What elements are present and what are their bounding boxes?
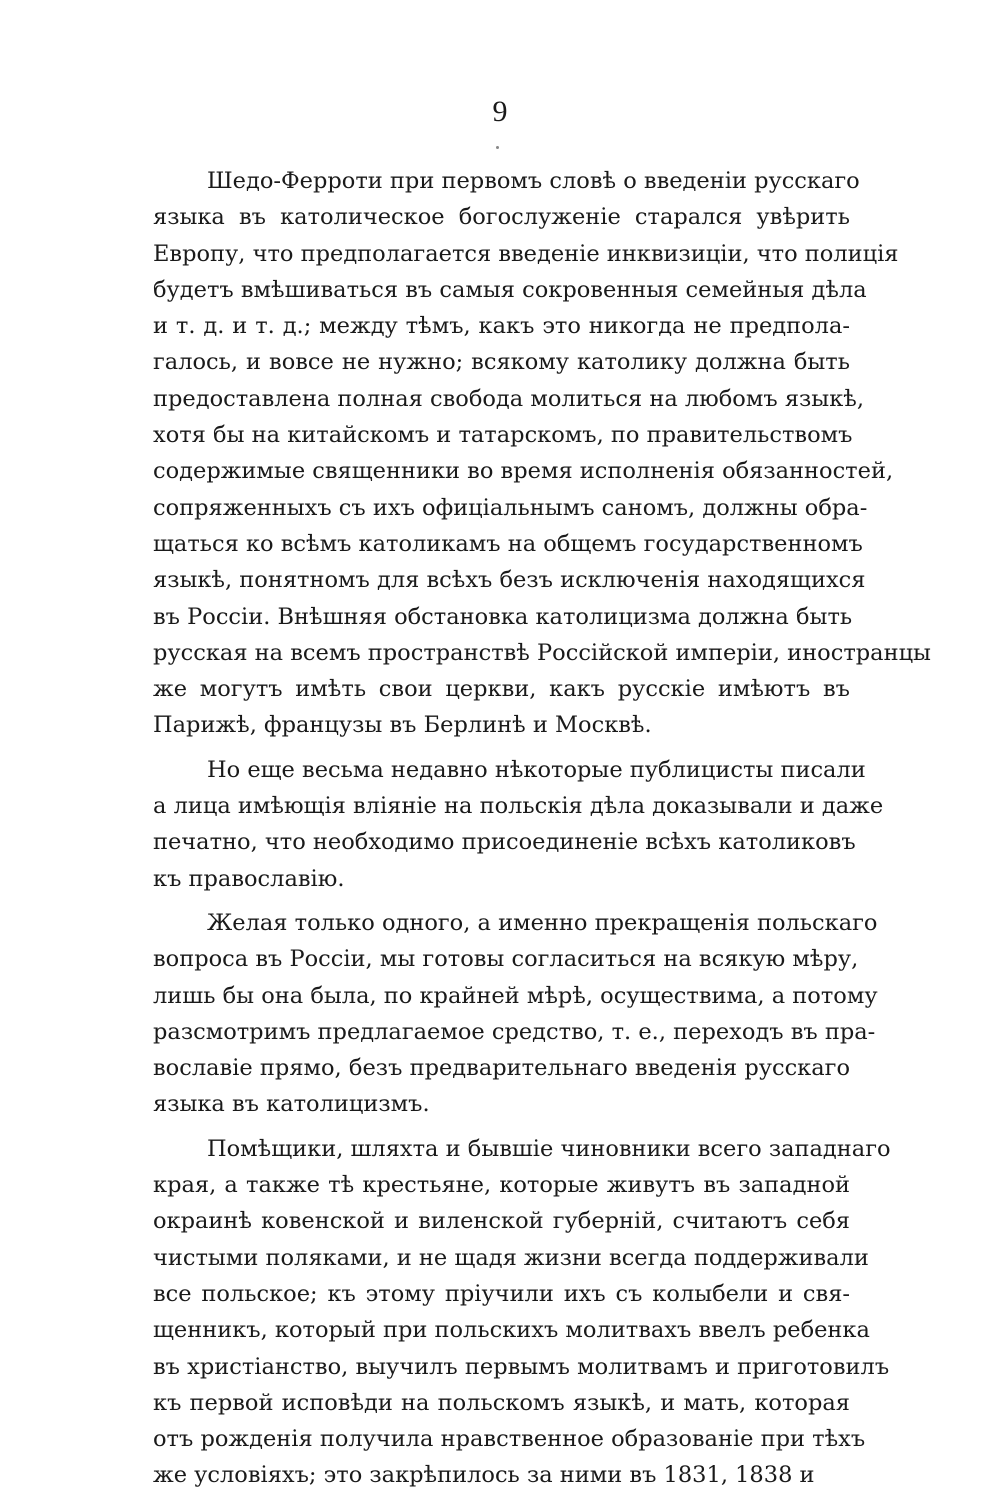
- page-number: 9: [492, 95, 508, 128]
- text-line: предоставлена полная свобода молиться на любомъ языкѣ,: [153, 385, 864, 412]
- paragraph: [153, 905, 878, 1123]
- text-line: къ православію.: [153, 865, 345, 892]
- text-line: языка въ католическое богослуженіе старался увѣрить: [153, 204, 850, 231]
- text-line: лишь бы она была, по крайней мѣрѣ, осуществима, а потому: [153, 982, 878, 1009]
- body-text: [153, 163, 931, 1494]
- text-line: Европу, что предполагается введеніе инквизиціи, что полиція: [153, 240, 899, 267]
- text-line: въ Россіи. Внѣшняя обстановка католицизма должна быть: [153, 603, 853, 630]
- text-line: языкѣ, понятномъ для всѣхъ безъ исключенія находящихся: [153, 567, 866, 594]
- text-line: Парижѣ, французы въ Берлинѣ и Москвѣ.: [153, 712, 652, 739]
- text-line: вославіе прямо, безъ предварительнаго введенія русскаго: [153, 1055, 850, 1082]
- paragraph: [153, 1131, 891, 1494]
- paragraph: [153, 163, 931, 744]
- text-line: русская на всемъ пространствѣ Россійской имперіи, иностранцы: [153, 639, 931, 666]
- text-line: края, а также тѣ крестьяне, которые живутъ въ западной: [153, 1172, 850, 1199]
- paragraph-gap: [153, 1123, 850, 1131]
- text-line: Помѣщики, шляхта и бывшіе чиновники всего западнаго: [207, 1135, 891, 1162]
- text-line: все польское; къ этому пріучили ихъ съ колыбели и свя-: [153, 1280, 850, 1307]
- text-line: а лица имѣющія вліяніе на польскія дѣла доказывали и даже: [153, 793, 884, 820]
- text-line: разсмотримъ предлагаемое средство, т. е., переходъ въ пра-: [153, 1018, 876, 1045]
- text-line: языка въ католицизмъ.: [153, 1091, 430, 1118]
- text-line: печатно, что необходимо присоединеніе всѣхъ католиковъ: [153, 829, 856, 856]
- text-line: содержимые священники во время исполненія обязанностей,: [153, 458, 894, 485]
- text-line: галось, и вовсе не нужно; всякому католику должна быть: [153, 349, 850, 376]
- paragraph-gap: [153, 744, 850, 752]
- text-line: окраинѣ ковенской и виленской губерній, считаютъ себя: [153, 1208, 850, 1235]
- paragraph: [153, 752, 884, 897]
- paragraph-gap: [153, 897, 850, 905]
- text-line: вопроса въ Россіи, мы готовы согласиться на всякую мѣру,: [153, 946, 859, 973]
- text-line: къ первой исповѣди на польскомъ языкѣ, и мать, которая: [153, 1389, 850, 1416]
- text-line: отъ рожденія получила нравственное образованіе при тѣхъ: [153, 1426, 866, 1453]
- text-line: сопряженныхъ съ ихъ офиціальнымъ саномъ, должны обра-: [153, 494, 868, 521]
- text-line: и т. д. и т. д.; между тѣмъ, какъ это никогда не предпола-: [153, 313, 850, 340]
- text-line: въ христіанство, выучилъ первымъ молитвамъ и приготовилъ: [153, 1353, 890, 1380]
- scan-speck: [496, 146, 499, 149]
- text-line: же могутъ имѣть свои церкви, какъ русскіе имѣютъ въ: [153, 676, 850, 703]
- text-line: щаться ко всѣмъ католикамъ на общемъ государственномъ: [153, 530, 863, 557]
- text-line: будетъ вмѣшиваться въ самыя сокровенныя семейныя дѣла: [153, 276, 867, 303]
- text-line: чистыми поляками, и не щадя жизни всегда поддерживали: [153, 1244, 869, 1271]
- text-line: же условіяхъ; это закрѣпилось за ними въ 1831, 1838 и: [153, 1462, 815, 1489]
- text-line: щенникъ, который при польскихъ молитвахъ ввелъ ребенка: [153, 1317, 870, 1344]
- text-line: Но еще весьма недавно нѣкоторые публицисты писали: [207, 756, 866, 783]
- text-line: хотя бы на китайскомъ и татарскомъ, по правительствомъ: [153, 422, 853, 449]
- text-line: Шедо-Ферроти при первомъ словѣ о введеніи русскаго: [207, 168, 860, 194]
- text-line: Желая только одного, а именно прекращенія польскаго: [207, 909, 878, 936]
